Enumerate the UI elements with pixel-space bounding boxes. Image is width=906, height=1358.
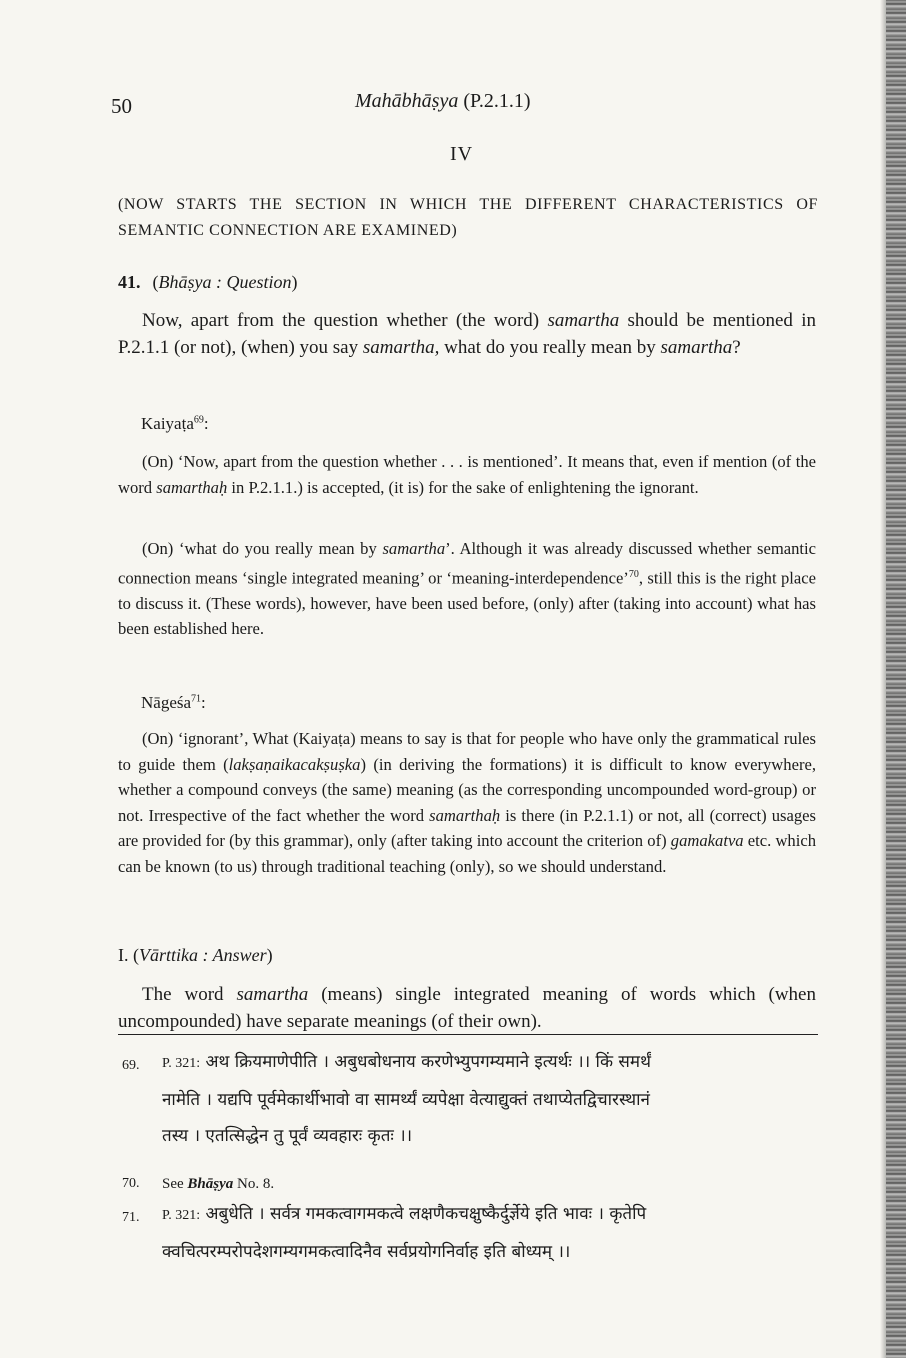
text: (On) ‘ignorant’, What (Kaiyaṭa) means to say is that for people who have only the grammatical rules to guide them (	[118, 729, 816, 774]
text: (On) ‘what do you really mean by	[142, 539, 383, 558]
footnote-ref-69: 69	[193, 414, 204, 426]
text: (On) ‘Now, apart from the question whether . . . is mentioned’. It means that, even if mention (of the word	[118, 452, 816, 497]
term: gamakatva	[670, 831, 744, 850]
text: See	[162, 1176, 188, 1192]
page-shadow	[880, 0, 886, 1358]
sanskrit-text: तस्य । एतत्सिद्धेन तु पूर्वं व्यवहारः कृतः ।।	[162, 1126, 413, 1146]
colon: :	[203, 414, 209, 433]
text: ?	[732, 336, 741, 358]
text: should be mentioned in P.2.1.1 (or not), (when) you say	[118, 310, 816, 358]
footnote-number: 69.	[122, 1058, 140, 1073]
footnote-line	[162, 1198, 822, 1232]
bhasya-question-paragraph	[118, 308, 816, 361]
text: The word	[142, 984, 237, 1005]
sanskrit-text: अबुधेति । सर्वत्र गमकत्वागमकत्वे लक्षणैकचक्षुष्कैर्दुर्ज्ञेये इति भावः । कृतेपि	[200, 1204, 647, 1224]
text: in P.2.1.1.) is accepted, (it is) for the sake of enlightening the ignorant.	[227, 477, 699, 497]
term: samarthaḥ	[429, 805, 501, 825]
section-intro: (NOW STARTS THE SECTION IN WHICH THE DIFFERENT CHARACTERISTICS OF SEMANTIC CONNECTION ARE EXAMINED)	[118, 196, 818, 239]
running-title-ref: (P.2.1.1)	[463, 90, 531, 112]
text: what do you really mean by	[439, 336, 661, 358]
footnote-ref-71: 71	[191, 693, 202, 705]
footnote-ref-70: 70	[628, 568, 639, 580]
text: No. 8.	[233, 1176, 275, 1192]
running-title	[355, 90, 531, 113]
item-41-number: 41.	[118, 272, 141, 292]
section-number: IV	[450, 143, 474, 165]
footnote-number: 71.	[122, 1210, 140, 1225]
term: samartha	[547, 310, 620, 331]
commentator-name: Nāgeśa	[141, 693, 192, 712]
text: ) (in deriving the formations) it is difficult to know everywhere, whether a compound conveys (the same) meaning (as the corresponding uncompounded word-group) or not. Irrespective of the fact whether the word	[118, 754, 816, 825]
colon: :	[201, 693, 206, 712]
page-ref: P. 321:	[162, 1056, 201, 1071]
book-spine-edge	[886, 0, 906, 1358]
item-41-label: Bhāṣya : Question	[158, 272, 292, 292]
paren-open: (	[152, 272, 159, 292]
footnote-71-text	[162, 1198, 822, 1268]
kaiyata-paragraph-2	[118, 536, 816, 642]
term: samartha	[382, 539, 446, 558]
footnote-69-text	[162, 1046, 822, 1152]
text: is there (in P.2.1.1) or not, all (correct) usages are provided for (by this grammar), only (after taking into account the criterion of)	[118, 805, 816, 850]
text: (means) single integrated meaning of words which (when uncompounded) have separate meanings (of their own).	[118, 984, 816, 1032]
footnote-number: 70.	[122, 1176, 140, 1191]
commentator-kaiyata	[141, 414, 209, 434]
footnote-70-text	[162, 1176, 274, 1193]
nagesa-paragraph	[118, 726, 816, 879]
term: samartha	[236, 984, 309, 1005]
page-number: 50	[111, 94, 132, 118]
text: etc. which can be known (to us) through traditional teaching (only), so we should understand.	[118, 831, 816, 876]
footnote-divider	[118, 1034, 818, 1035]
sanskrit-text: क्वचित्परम्परोपदेशगम्यगमकत्वादिनैव सर्वप्रयोगनिर्वाह इति बोध्यम् ।।	[162, 1242, 571, 1262]
term: Bhāṣya	[187, 1176, 234, 1192]
item-I-heading	[118, 945, 273, 966]
commentator-name: Kaiyaṭa	[141, 414, 194, 433]
paren-close: )	[266, 945, 273, 965]
term: samartha	[660, 336, 733, 358]
page-ref: P. 321:	[162, 1208, 201, 1223]
item-I-number: I.	[118, 945, 129, 965]
term: samarthaḥ	[156, 477, 228, 497]
term: lakṣaṇaikacakṣuṣka	[228, 754, 361, 774]
paren-close: )	[291, 272, 298, 292]
paren-open: (	[133, 945, 139, 965]
text: ’. Although it was already discussed whether semantic connection means ‘single integrated meaning’ or ‘meaning-interdependence’	[118, 539, 816, 588]
text: , still this is the right place to discuss it. (These words), however, have been used before, (only) after (taking into account) what has been established here.	[118, 568, 816, 639]
sanskrit-text: नामेति । यद्यपि पूर्वमेकार्थीभावो वा सामर्थ्यं व्यपेक्षा वेत्याद्युक्तं तथाप्येतद्विचारस्थानं	[162, 1090, 650, 1110]
item-I-label: Vārttika : Answer	[139, 945, 267, 965]
commentator-nagesa	[141, 693, 206, 713]
text: Now, apart from the question whether (the word)	[142, 310, 548, 331]
footnote-line	[162, 1046, 822, 1080]
item-41-heading	[118, 272, 297, 293]
term: samartha,	[362, 336, 440, 358]
varttika-answer-paragraph	[118, 982, 816, 1035]
kaiyata-paragraph-1	[118, 449, 816, 500]
sanskrit-text: अथ क्रियमाणेपीति । अबुधबोधनाय करणेभ्युपगम्यमाने इत्यर्थः ।। किं समर्थं	[200, 1052, 651, 1072]
running-title-work: Mahābhāṣya	[355, 90, 459, 112]
